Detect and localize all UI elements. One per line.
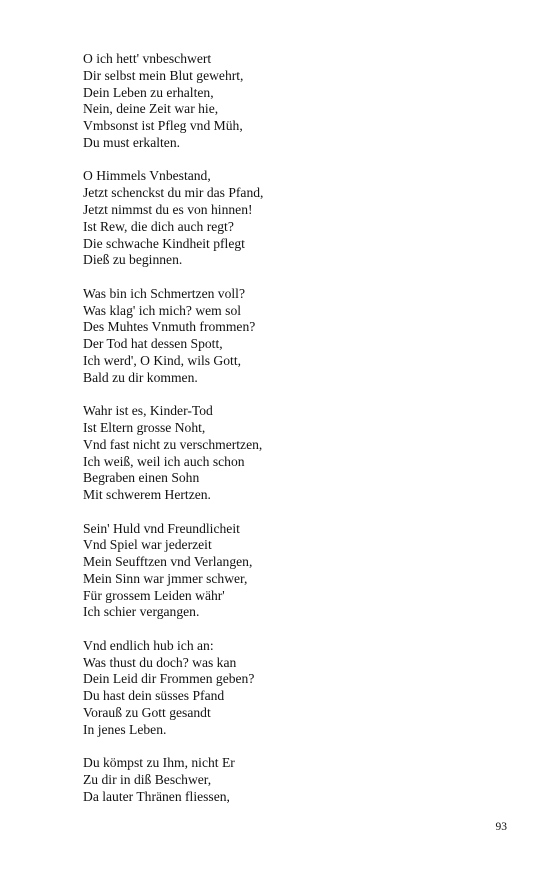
poem-line: Ich werd', O Kind, wils Gott,: [83, 352, 242, 368]
poem-line: Der Tod hat dessen Spott,: [83, 336, 223, 352]
poem-line: O ich hett' vnbeschwert: [83, 51, 212, 66]
poem-line: Wahr ist es, Kinder-Tod: [83, 403, 213, 419]
poem-text: [83, 51, 503, 822]
poem-line: Dir selbst mein Blut gewehrt,: [83, 67, 244, 83]
poem-line: Was klag' ich mich? wem sol: [83, 302, 242, 318]
poem-line: Du hast dein süsses Pfand: [83, 688, 225, 704]
poem-line: Mit schwerem Hertzen.: [83, 487, 211, 503]
poem-line: Was thust du doch? was kan: [83, 654, 237, 670]
poem-line: Du must erkalten.: [83, 134, 181, 150]
poem-line: Vnd Spiel war jederzeit: [83, 537, 212, 553]
poem-line: Zu dir in diß Beschwer,: [83, 772, 212, 788]
poem-line: Vmbsonst ist Pfleg vnd Müh,: [83, 118, 243, 134]
page-number: 93: [495, 821, 507, 833]
poem-line: Bald zu dir kommen.: [83, 369, 198, 385]
stanza-6: [83, 638, 503, 739]
poem-line: O Himmels Vnbestand,: [83, 168, 211, 184]
stanza-3: [83, 286, 503, 387]
poem-line: Was bin ich Schmertzen voll?: [83, 285, 245, 301]
poem-line: Da lauter Thränen fliessen,: [83, 788, 230, 804]
poem-line: Vnd fast nicht zu verschmertzen,: [83, 436, 263, 452]
stanza-7: [83, 755, 503, 805]
poem-line: Dein Leben zu erhalten,: [83, 84, 214, 100]
stanza-1: [83, 51, 503, 152]
poem-line: Vnd endlich hub ich an:: [83, 637, 214, 653]
poem-line: Mein Sinn war jmmer schwer,: [83, 570, 248, 586]
poem-line: Sein' Huld vnd Freundlicheit: [83, 520, 240, 536]
poem-line: Ist Eltern grosse Noht,: [83, 419, 206, 435]
stanza-5: [83, 521, 503, 622]
poem-line: Ich weiß, weil ich auch schon: [83, 453, 245, 469]
stanza-4: [83, 403, 503, 504]
poem-line: Du kömpst zu Ihm, nicht Er: [83, 755, 235, 771]
poem-line: In jenes Leben.: [83, 721, 167, 737]
poem-line: Nein, deine Zeit war hie,: [83, 101, 219, 117]
poem-line: Ich schier vergangen.: [83, 604, 200, 620]
poem-line: Die schwache Kindheit pflegt: [83, 235, 245, 251]
poem-line: Des Muhtes Vnmuth frommen?: [83, 319, 256, 335]
poem-line: Vorauß zu Gott gesandt: [83, 705, 211, 721]
poem-line: Dieß zu beginnen.: [83, 252, 183, 268]
poem-line: Mein Seufftzen vnd Verlangen,: [83, 554, 253, 570]
poem-line: Begraben einen Sohn: [83, 470, 200, 486]
poem-line: Dein Leid dir Frommen geben?: [83, 671, 255, 687]
poem-line: Jetzt schenckst du mir das Pfand,: [83, 185, 264, 201]
poem-line: Für grossem Leiden währ': [83, 587, 225, 603]
poem-line: Ist Rew, die dich auch regt?: [83, 218, 234, 234]
stanza-2: [83, 168, 503, 269]
poem-line: Jetzt nimmst du es von hinnen!: [83, 201, 253, 217]
